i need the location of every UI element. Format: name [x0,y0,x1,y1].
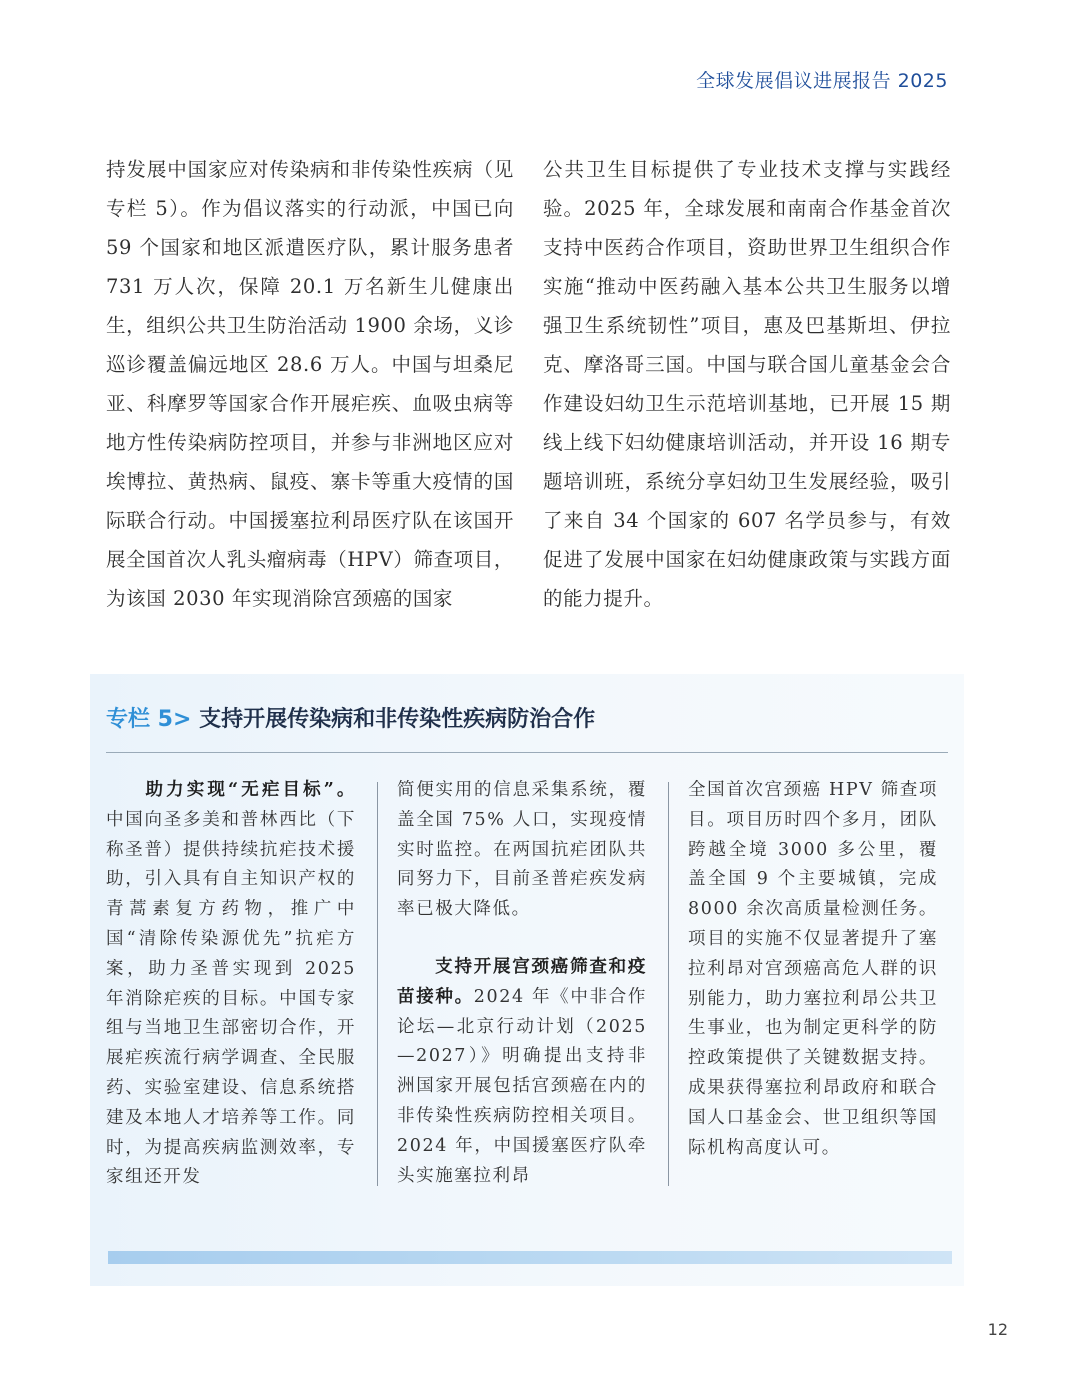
section1-paragraph [106,776,356,1193]
body-paragraph-right: 公共卫生目标提供了专业技术支撑与实践经验。2025 年，全球发展和南南合作基金首次支持中医药合作项目，资助世界卫生组织合作实施“推动中医药融入基本公共卫生服务以增强卫生系统韧性”项目，惠及巴基斯坦、伊拉克、摩洛哥三国。中国与联合国儿童基金会合作建设妇幼卫生示范培训基地，已开展 15 期线上线下妇幼健康培训活动，并开设 16 期专题培训班，系统分享妇幼卫生发展经验，吸引了来自 34 个国家的 607 名学员参与，有效促进了发展中国家在妇幼健康政策与实践方面的能力提升。 [543,158,951,610]
section2-paragraph [397,953,647,1191]
feature-box-column-2 [397,776,647,1191]
feature-box-column-1 [106,776,356,1193]
running-header-title: 全球发展倡议进展报告 2025 [696,70,948,92]
feature-box-column-3 [688,776,938,1163]
section2-lead: 支持开展宫颈癌筛查和疫苗接种。 [397,956,647,1007]
section1-text: 中国向圣多美和普林西比（下称圣普）提供持续抗疟技术援助，引入具有自主知识产权的青蒿素复方药物，推广中国“清除传染源优先”抗疟方案，助力圣普实现到 2025 年消除疟疾的目标。中国专家组与当地卫生部密切合作，开展疟疾流行病学调查、全民服药、实验室建设、信息系统搭建及本地人才培养等工作。同时，为提高疾病监测效率，专家组还开发 [106,809,356,1188]
body-paragraph-left: 持发展中国家应对传染病和非传染性疾病（见专栏 5）。作为倡议落实的行动派，中国已向 59 个国家和地区派遣医疗队，累计服务患者 731 万人次，保障 20.1 万名新生儿健康出生，组织公共卫生防治活动 1900 余场，义诊巡诊覆盖偏远地区 28.6 万人。中国与坦桑尼亚、科摩罗等国家合作开展疟疾、血吸虫病等地方性传染病防控项目，并参与非洲地区应对埃博拉、黄热病、鼠疫、寨卡等重大疫情的国际联合行动。中国援塞拉利昂医疗队在该国开展全国首次人乳头瘤病毒（HPV）筛查项目，为该国 2030 年实现消除宫颈癌的国家 [106,158,514,610]
section2-continued: 全国首次宫颈癌 HPV 筛查项目。项目历时四个多月，团队跨越全境 3000 多公里，覆盖全国 9 个主要城镇，完成 8000 余次高质量检测任务。项目的实施不仅显著提升了塞拉利昂对宫颈癌高危人群的识别能力，助力塞拉利昂公共卫生事业，也为制定更科学的防控政策提供了关键数据支持。成果获得塞拉利昂政府和联合国人口基金会、世卫组织等国际机构高度认可。 [688,780,938,1158]
section2-text: 2024 年《中非合作论坛—北京行动计划（2025—2027）》明确提出支持非洲国家开展包括宫颈癌在内的非传染性疾病防控相关项目。2024 年，中国援塞医疗队牵头实施塞拉利昂 [397,986,647,1186]
section1-continued: 简便实用的信息采集系统，覆盖全国 75% 人口，实现疫情实时监控。在两国抗疟团队共同努力下，目前圣普疟疾发病率已极大降低。 [397,780,647,920]
feature-box-title [106,702,595,733]
body-column-left [106,150,514,618]
feature-box-bottom-bar [108,1251,952,1264]
column-divider-1 [377,782,378,1186]
body-column-right [543,150,951,618]
page-number: 12 [987,1320,1008,1339]
feature-box-divider [106,752,948,753]
feature-box-tag: 专栏 5> [106,707,192,732]
section1-lead: 助力实现“无疟目标”。 [144,780,356,800]
column-divider-2 [668,782,669,1186]
paragraph-gap [397,925,647,953]
feature-box-heading: 支持开展传染病和非传染性疾病防治合作 [199,707,596,732]
